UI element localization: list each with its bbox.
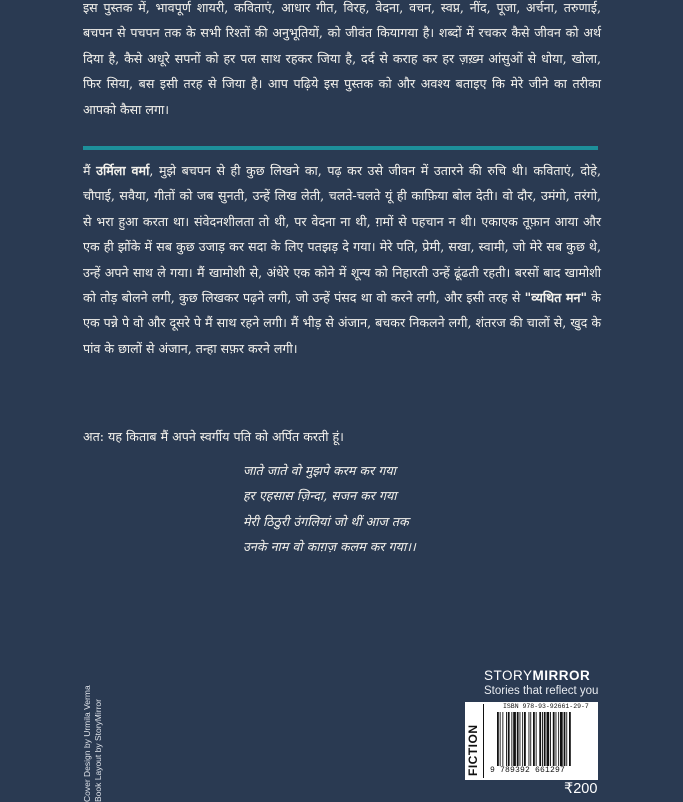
publisher-tagline: Stories that reflect you xyxy=(484,685,599,697)
barcode-bar xyxy=(556,712,557,766)
barcode-bar xyxy=(500,712,501,766)
barcode-bar xyxy=(569,712,571,766)
barcode-bar xyxy=(564,712,566,766)
barcode-bar xyxy=(522,712,523,766)
barcode-separator xyxy=(483,704,484,778)
design-credits xyxy=(82,685,104,802)
barcode-number: 9 789392 661297 xyxy=(490,766,566,775)
barcode-bar xyxy=(508,712,510,766)
publisher-name-light: STORY xyxy=(484,668,533,683)
barcode xyxy=(496,712,594,766)
barcode-bar xyxy=(539,712,541,766)
publisher-name-bold: MIRROR xyxy=(532,668,591,683)
barcode-bar xyxy=(547,712,550,766)
author-name: उर्मिला वर्मा xyxy=(96,163,150,178)
barcode-bar xyxy=(533,712,535,766)
barcode-bar xyxy=(566,712,567,766)
barcode-bar xyxy=(520,712,521,766)
barcode-bar xyxy=(553,712,555,766)
barcode-bar xyxy=(524,712,526,766)
author-bio-paragraph xyxy=(83,158,601,361)
dedication-line: अत: यह किताब मैं अपने स्वर्गीय पति को अर्पित करती हूं। xyxy=(83,429,344,444)
poem-line: मेरी ठिठुरी उंगलियां जो थीं आज तक xyxy=(243,513,409,529)
barcode-bar xyxy=(550,712,551,766)
barcode-bar xyxy=(517,712,519,766)
poem-line: जाते जाते वो मुझपे करम कर गया xyxy=(243,463,396,478)
barcode-bar xyxy=(506,712,507,766)
barcode-bar xyxy=(497,712,499,766)
intro-paragraph: इस पुस्तक में, भावपूर्ण शायरी, कविताएं, आधार गीत, विरह, वेदना, वचन, स्वप्न, नींद, पूजा, अर्चना, तरुणाई, बचपन से पचपन तक के सभी रिश्तों की अनुभूतियों, को जीवंत कियागया है। शब्दों में रचकर कैसे जीवन को अर्थ दिया है, कैसे अधूरे सपनों को हर पल साथ रहकर जिया है, दर्द से कराह कर हर ज़ख़्म आंसुओं से धोया, खोला, फिर सिया, बस इसी तरह से जिया है। आप पढ़िये इस पुस्तक को और अवश्य बताइए कि मेरे जीने का तरीका आपको कैसा लगा। xyxy=(83,0,601,117)
barcode-bar xyxy=(544,712,546,766)
barcode-bar xyxy=(560,712,563,766)
bio-text-part1: , मुझे बचपन से ही कुछ लिखने का, पढ़ कर उसे जीवन में उतारने की रुचि थी। कविताएं, दोहे, चौपाई, सवैया, गीतों को जब सुनती, उन्हें लिख लेती, चलते-चलते यूं ही काफ़िया बोल देती। वो दौर, उमंगो, तरंगो, से भरा हुआ करता था। संवेदनशीलता तो थी, पर वेदना ना थी, ग़मों से पहचान न थी। एकाएक तूफ़ान आया और एक ही झोंके में सब कुछ उजाड़ कर सदा के लिए पतझड़ दे गया। मेरे पति, प्रेमी, सखा, स्वामी, जो मेरे सब कुछ थे, उन्हें अपने साथ ले गया। मैं खामोशी से, अंधेरे एक कोने में शून्य को निहारती उन्हें ढूंढती रहती। बरसों बाद खामोशी को तोड़ बोलने लगी, कुछ लिखकर पढ़ने लगी, जो उन्हें पंसद था वो करने लगी, और इसी तरह से xyxy=(83,163,601,306)
publisher-logo xyxy=(484,668,590,683)
poem-line: हर एहसास ज़िन्दा, सजन कर गया xyxy=(243,488,397,504)
barcode-bar xyxy=(511,712,512,766)
poem xyxy=(243,458,563,560)
cover-design-credit: Cover Design by Urmila Verma xyxy=(82,685,92,802)
bio-prefix: मैं xyxy=(83,163,97,178)
barcode-bar xyxy=(513,712,516,766)
layout-credit: Book Layout by StoryMirror xyxy=(93,699,103,802)
isbn-text: ISBN 978-93-92661-29-7 xyxy=(503,703,589,710)
bio-text-part2: के एक पन्ने पे वो और दूसरे पे मैं साथ रहने लगी। मैं भीड़ से अंजान, बचकर निकलने लगी, शंतरज की चालों से, खुद के पांव के छालों से अंजान, तन्हा सफ़र करने लगी। xyxy=(83,290,601,356)
price-label: ₹200 xyxy=(564,781,598,797)
barcode-bar xyxy=(502,712,503,766)
barcode-bar xyxy=(558,712,559,766)
section-divider xyxy=(83,146,598,150)
genre-label: FICTION xyxy=(466,724,480,776)
barcode-bar xyxy=(529,712,530,766)
barcode-bar xyxy=(530,712,531,766)
poem-line: उनके नाम वो काग़ज़ कलम कर गया।। xyxy=(243,539,416,555)
book-title: "व्यथित मन" xyxy=(524,290,588,306)
barcode-bar xyxy=(536,712,537,766)
barcode-bar xyxy=(542,712,543,766)
